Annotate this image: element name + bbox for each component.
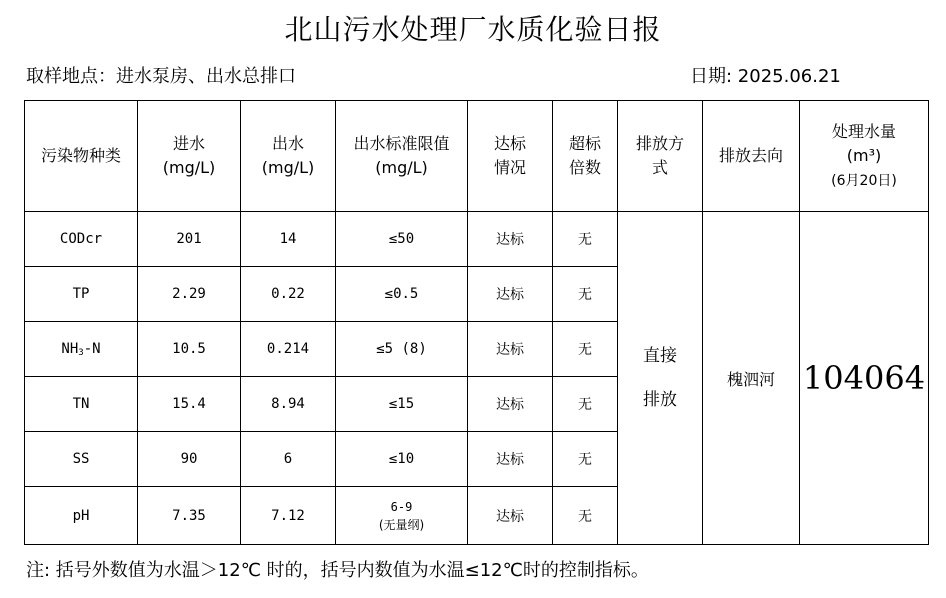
exceed-cell: 无 [553,487,618,545]
footnote: 注: 括号外数值为水温＞12℃ 时的，括号内数值为水温≤12℃时的控制指标。 [26,560,649,581]
table-row [25,212,929,267]
header-outflow: 出水 (mg/L) [241,101,336,212]
header-inflow: 进水 (mg/L) [138,101,241,212]
exceed-cell: 无 [553,267,618,322]
inflow-cell: 201 [138,212,241,267]
sampling-location: 取样地点：进水泵房、出水总排口 [26,66,296,87]
pollutant-cell: $NH_3-N$ [25,322,138,377]
outflow-cell: 14 [241,212,336,267]
water-quality-table [24,100,929,545]
outflow-cell: 7.12 [241,487,336,545]
exceed-cell: 无 [553,432,618,487]
report-date: 日期: 2025.06.21 [690,66,841,87]
inflow-cell: 10.5 [138,322,241,377]
report-title: 北山污水处理厂水质化验日报 [284,13,662,46]
destination-cell: 槐泗河 [703,212,800,545]
inflow-cell: 2.29 [138,267,241,322]
status-cell: 达标 [468,377,553,432]
status-cell: 达标 [468,267,553,322]
header-pollutant: 污染物种类 [25,101,138,212]
header-discharge-mode: 排放方 式 [618,101,703,212]
status-cell: 达标 [468,487,553,545]
volume-cell: 104064 [800,212,929,545]
outflow-cell: 8.94 [241,377,336,432]
pollutant-cell: pH [25,487,138,545]
inflow-cell: 15.4 [138,377,241,432]
header-destination: 排放去向 [703,101,800,212]
header-volume: 处理水量 (m³) (6月20日) [800,101,929,212]
exceed-cell: 无 [553,377,618,432]
discharge-mode-cell: 直接 排放 [618,212,703,545]
pollutant-cell: CODcr [25,212,138,267]
pollutant-cell: SS [25,432,138,487]
limit-cell: ≤50 [336,212,468,267]
status-cell: 达标 [468,322,553,377]
header-row [25,101,929,212]
limit-cell: ≤5 (8) [336,322,468,377]
inflow-cell: 7.35 [138,487,241,545]
limit-cell: ≤10 [336,432,468,487]
pollutant-cell: TP [25,267,138,322]
header-status: 达标 情况 [468,101,553,212]
limit-cell: ≤15 [336,377,468,432]
status-cell: 达标 [468,432,553,487]
exceed-cell: 无 [553,322,618,377]
status-cell: 达标 [468,212,553,267]
exceed-cell: 无 [553,212,618,267]
header-limit: 出水标准限值 (mg/L) [336,101,468,212]
inflow-cell: 90 [138,432,241,487]
pollutant-cell: TN [25,377,138,432]
outflow-cell: 0.214 [241,322,336,377]
outflow-cell: 6 [241,432,336,487]
limit-cell: 6-9 (无量纲) [336,487,468,545]
outflow-cell: 0.22 [241,267,336,322]
limit-cell: ≤0.5 [336,267,468,322]
header-exceed: 超标 倍数 [553,101,618,212]
